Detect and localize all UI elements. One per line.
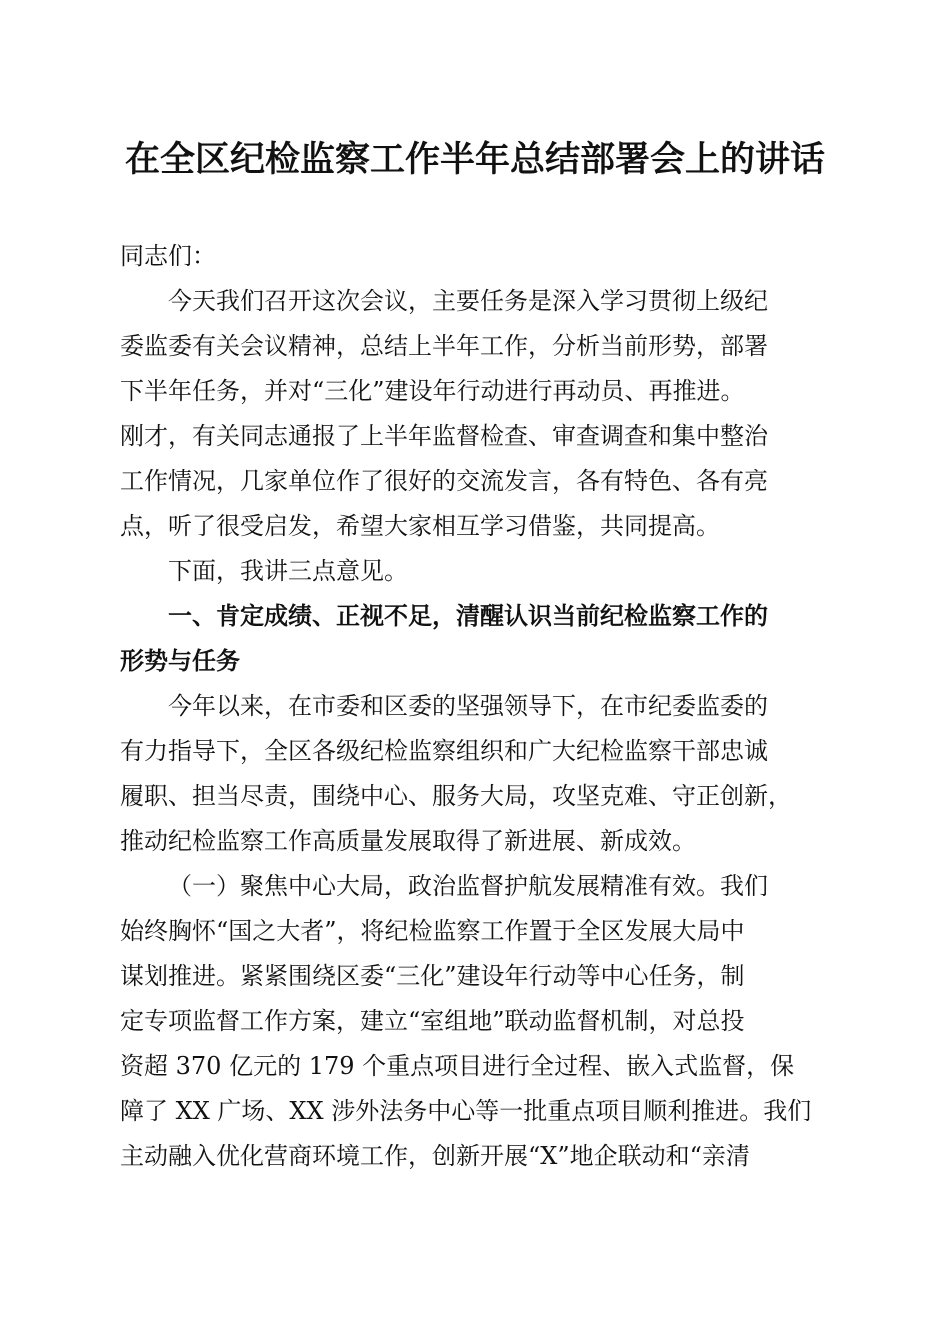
section-heading: 一、肯定成绩、正视不足，清醒认识当前纪检监察工作的 — [168, 602, 768, 630]
paragraph-line: 工作情况，几家单位作了很好的交流发言，各有特色、各有亮 — [120, 467, 768, 495]
paragraph-line: 下半年任务，并对“三化”建设年行动进行再动员、再推进。 — [120, 377, 745, 405]
greeting: 同志们： — [120, 242, 216, 270]
section-heading: 形势与任务 — [120, 647, 240, 675]
paragraph-line: 委监委有关会议精神，总结上半年工作，分析当前形势，部署 — [120, 332, 768, 360]
document-title: 在全区纪检监察工作半年总结部署会上的讲话 — [124, 139, 825, 180]
paragraph-line: 下面，我讲三点意见。 — [168, 557, 408, 585]
paragraph-line: 今年以来，在市委和区委的坚强领导下，在市纪委监委的 — [168, 692, 768, 720]
paragraph-line: 主动融入优化营商环境工作，创新开展“X”地企联动和“亲清 — [120, 1142, 750, 1170]
paragraph-line: 刚才，有关同志通报了上半年监督检查、审查调查和集中整治 — [120, 422, 768, 450]
paragraph-line: （一）聚焦中心大局，政治监督护航发展精准有效。我们 — [168, 872, 768, 900]
paragraph-line: 始终胸怀“国之大者”，将纪检监察工作置于全区发展大局中 — [120, 917, 745, 945]
paragraph-line: 点，听了很受启发，希望大家相互学习借鉴，共同提高。 — [120, 512, 720, 540]
paragraph-line: 今天我们召开这次会议，主要任务是深入学习贯彻上级纪 — [168, 287, 768, 315]
paragraph-line: 谋划推进。紧紧围绕区委“三化”建设年行动等中心任务，制 — [120, 962, 745, 990]
paragraph-line: 定专项监督工作方案，建立“室组地”联动监督机制，对总投 — [120, 1007, 745, 1035]
paragraph-line: 障了 XX 广场、XX 涉外法务中心等一批重点项目顺利推进。我们 — [120, 1097, 812, 1125]
paragraph-line: 资超 370 亿元的 179 个重点项目进行全过程、嵌入式监督，保 — [120, 1052, 795, 1080]
paragraph-line: 履职、担当尽责，围绕中心、服务大局，攻坚克难、守正创新， — [120, 782, 792, 810]
paragraph-line: 有力指导下，全区各级纪检监察组织和广大纪检监察干部忠诚 — [120, 737, 768, 765]
paragraph-line: 推动纪检监察工作高质量发展取得了新进展、新成效。 — [120, 827, 696, 855]
